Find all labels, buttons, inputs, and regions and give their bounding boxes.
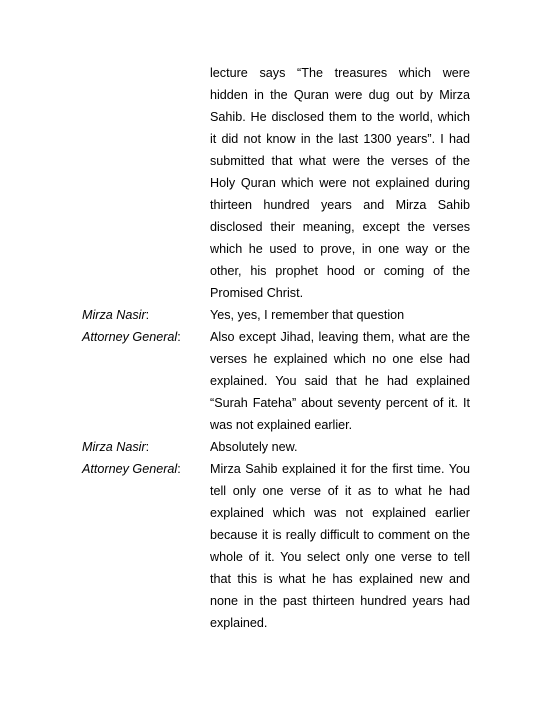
speaker-name bbox=[82, 436, 210, 458]
speaker-label: Mirza Nasir bbox=[82, 440, 146, 454]
speaker-name bbox=[82, 304, 210, 326]
transcript-entry bbox=[82, 458, 470, 634]
speaker-colon: : bbox=[177, 330, 181, 344]
speaker-colon: : bbox=[145, 440, 150, 454]
entry-text: Yes, yes, I remember that question bbox=[210, 308, 405, 322]
entry-text: Mirza Sahib explained it for the first time. You tell only one verse of it as to what he had explained which was not explained earlier because it is really difficult to comment on the whole of it. You select only one verse to tell that this is what he has explained new and none in the past thirteen hundred years had explained. bbox=[210, 462, 470, 630]
transcript-entry bbox=[82, 436, 470, 458]
transcript-body bbox=[82, 62, 470, 634]
speaker-colon: : bbox=[177, 462, 181, 476]
speaker-label: Mirza Nasir bbox=[82, 308, 146, 322]
speaker-name bbox=[82, 458, 210, 634]
speaker-label: Attorney General bbox=[82, 462, 178, 476]
entry-text: Also except Jihad, leaving them, what are the verses he explained which no one else had explained. You said that he had explained “Surah Fateha” about seventy percent of it. It was not explained earlier. bbox=[210, 330, 470, 432]
entry-text: Absolutely new. bbox=[210, 440, 298, 454]
transcript-entry bbox=[82, 304, 470, 326]
speaker-label: Attorney General bbox=[82, 330, 178, 344]
speaker-colon: : bbox=[145, 308, 150, 322]
transcript-entry bbox=[82, 326, 470, 436]
speaker-name bbox=[82, 326, 210, 436]
continuation-paragraph: lecture says “The treasures which were hidden in the Quran were dug out by Mirza Sahib. He disclosed them to the world, which it did not know in the last 1300 years”. I had submitted that what were the verses of the Holy Quran which were not explained during thirteen hundred years and Mirza Sahib disclosed their meaning, except the verses which he used to prove, in one way or the other, his prophet hood or coming of the Promised Christ. bbox=[210, 66, 470, 300]
